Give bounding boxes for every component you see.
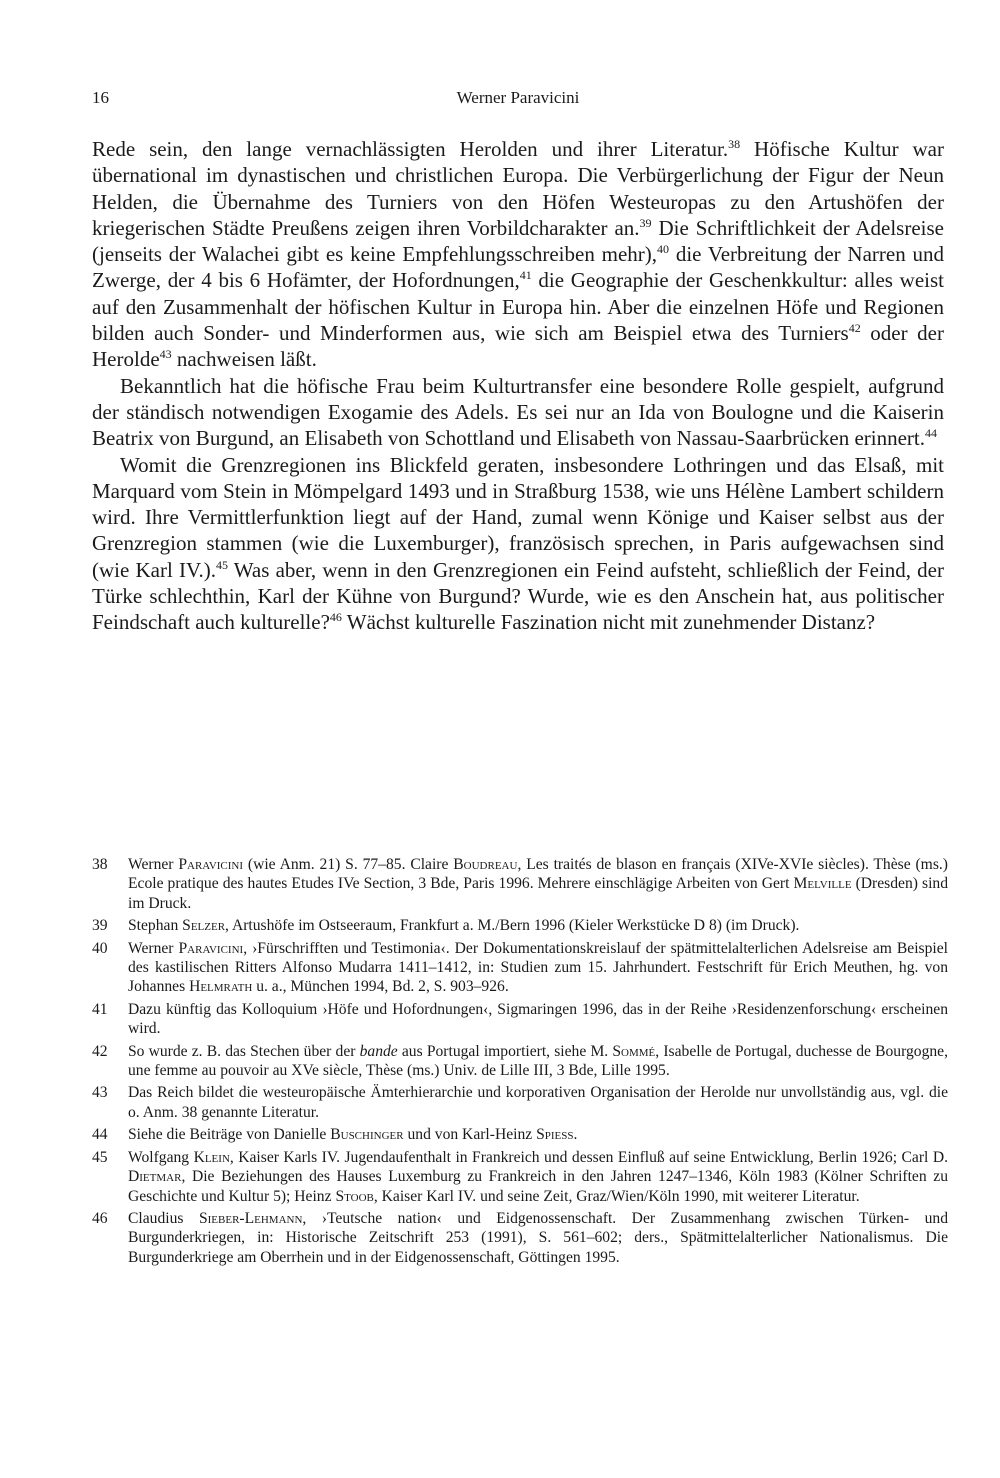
footnote-ref: 38 [728,137,741,151]
text-run: , Kaiser Karls IV. Jugendaufenthalt in Frankreich und dessen Einfluß auf seine Entwicklung, Berlin 1926; Carl D. [229,1148,948,1166]
text-run: die Verbreitung der Narren und Zwerge, der 4 bis 6 Hofämter, der Hofordnungen, [92,242,945,293]
footnote-number: 43 [92,1084,108,1102]
footnote [92,1209,948,1267]
footnote-number: 38 [92,856,108,873]
text-run: Stephan [128,917,183,935]
page-number: 16 [92,88,109,107]
author-name: Stoob [335,1187,374,1205]
footnote-text [128,1042,948,1081]
author-name: Dietmar [128,1168,182,1186]
author-name: Spiess [536,1126,574,1144]
author-name: Klein [193,1148,230,1166]
text-run: aus Portugal importiert, siehe M. [397,1042,613,1060]
footnote-ref: 45 [215,557,228,572]
author-name: Paravicini [178,856,244,873]
footnote [92,939,948,997]
footnote [92,916,948,935]
text-run: Siehe die Beiträge von Danielle [128,1126,331,1144]
author-name: Sieber-Lehmann [198,1209,303,1227]
footnote-ref: 41 [519,268,532,283]
footnote-ref: 40 [657,242,670,257]
text-run: . [573,1126,578,1144]
footnote-text [128,939,948,997]
author-name: Melville [793,875,852,893]
text-run: Was aber, wenn in den Grenzregionen ein Feind aufsteht, schließlich der Feind, der Türke schlechthin, Karl der Kühne von Burgund? Wurde, wie es den Anschein hat, aus politischer Feindschaft auch kulturelle? [92,557,944,635]
footnote-number: 44 [92,1126,108,1144]
text-run: Wolfgang [128,1148,194,1166]
text-run: Womit die Grenzregionen ins Blickfeld geraten, insbesondere Lothringen und das Elsaß, mit Marquard vom Stein in Mömpelgard 1493 und in Straßburg 1538, wie uns Hélène Lambert schildern wird. Ihre Vermittlerfunktion liegt auf der Hand, zumal wenn Könige und Kaiser selbst aus der Grenzregion stammen (wie die Luxemburger), französisch sprechen, in Paris aufgewachsen sind (wie Karl IV.). [92,452,944,582]
text-run: Werner [128,939,179,957]
author-name: Selzer [182,917,226,935]
running-head [92,88,944,118]
footnote-number: 45 [92,1148,108,1166]
text-run: Rede sein, den lange vernachlässigten Herolden und ihrer Literatur. [92,137,729,161]
footnote-ref: 43 [159,347,172,362]
footnote-text [128,855,948,913]
text-run: u. a., München 1994, Bd. 2, S. 903–926. [252,978,509,996]
footnote-text [128,1125,948,1144]
text-run: (Dresden) sind im Druck. [128,875,948,912]
paragraph-3 [92,452,944,636]
main-text [92,136,944,636]
author-name: Sommé [612,1042,656,1060]
paragraph-1 [92,136,944,373]
text-run: , Isabelle de Portugal, duchesse de Bourgogne, une femme au pouvoir au XVe siècle, Thèse (ms.) Univ. de Lille III, 3 Bde, Lille 1995. [128,1042,948,1080]
text-run: , Les traités de blason en français (XIVe-XVIe siècles). Thèse (ms.) Ecole pratique des hautes Etudes IVe Section, 3 Bde, Paris 1996. Mehrere einschlägige Arbeiten von Gert [128,856,948,893]
text-run: (wie Anm. 21) S. 77–85. Claire [243,856,454,873]
text-run: Werner [128,856,179,873]
footnote-number: 46 [92,1209,108,1227]
text-run: Höfische Kultur war übernational im dynastischen und christlichen Europa. Die Verbürgerlichung der Figur der Neun Helden, die Übernahme des Turniers von den Höfen Westeuropas zu den Artushöfen der kriegerischen Städte Preußens zeigen ihren Vorbildcharakter an. [92,137,944,240]
footnote-number: 41 [92,1000,108,1018]
footnote-ref: 42 [848,321,861,336]
text-run: Dazu künftig das Kolloquium ›Höfe und Hofordnungen‹, Sigmaringen 1996, das in der Reihe ›Residenzenforschung‹ erscheinen wird. [128,1000,948,1038]
text-run: Claudius [128,1209,199,1227]
author-name: Buschinger [330,1126,404,1144]
author-name: Paravicini [178,939,244,957]
footnote [92,1148,948,1206]
footnote-ref: 39 [639,215,652,230]
text-run: und von Karl-Heinz [403,1126,537,1144]
footnote [92,855,948,913]
footnote-text [128,1083,948,1122]
footnote [92,1125,948,1144]
italic-term: bande [359,1042,398,1060]
text-run: Bekanntlich hat die höfische Frau beim Kulturtransfer eine besondere Rolle gespielt, aufgrund der ständisch notwendigen Exogamie des Adels. Es sei nur an Ida von Boulogne und die Kaiserin Beatrix von Burgund, an Elisabeth von Schottland und Elisabeth von Nassau-Saarbrücken erinnert. [92,373,944,451]
text-run: Wächst kulturelle Faszination nicht mit zunehmender Distanz? [341,610,876,635]
footnote [92,1042,948,1081]
author-name: Helmrath [189,978,253,996]
footnote-number: 40 [92,939,108,957]
text-run: , Artushöfe im Ostseeraum, Frankfurt a. M./Bern 1996 (Kieler Werkstücke D 8) (im Druck). [225,917,800,935]
text-run: nachweisen läßt. [171,347,317,372]
text-run: , Kaiser Karl IV. und seine Zeit, Graz/Wien/Köln 1990, mit weiterer Literatur. [373,1187,860,1205]
footnote [92,1083,948,1122]
footnote-text [128,1148,948,1206]
footnote-number: 42 [92,1042,108,1060]
text-run: oder der Herolde [92,321,944,372]
footnote-ref: 46 [329,610,342,625]
text-run: Das Reich bildet die westeuropäische Ämterhierarchie und korporativen Organisation der Herolde nur unvollständig aus, vgl. die o. Anm. 38 genannte Literatur. [128,1084,948,1121]
text-run: , ›Teutsche nation‹ und Eidgenossenschaft. Der Zusammenhang zwischen Türken- und Burgunderkriegen, in: Historische Zeitschrift 253 (1991), S. 561–602; ders., Spätmittelalterlicher Nationalismus. Die Burgunderkriege am Oberrhein und in der Eidgenossenschaft, Göttingen 1995. [128,1209,948,1266]
footnote-ref: 44 [925,426,938,441]
text-run: , ›Fürschrifften und Testimonia‹. Der Dokumentationskreislauf der spätmittelalterlichen Adelsreise am Beispiel des kastilischen Ritters Alfonso Mudarra 1411–1412, in: Studien zum 15. Jahrhundert. Festschrift für Erich Meuthen, hg. von Johannes [128,939,948,996]
text-run: die Geographie der Geschenkkultur: alles weist auf den Zusammenhalt der höfischen Kultur in Europa hin. Aber die einzelnen Höfe und Regionen bilden auch Sonder- und Minderformen aus, wie sich am Beispiel etwa des Turniers [92,268,944,346]
text-run: , Die Beziehungen des Hauses Luxemburg zu Frankreich in den Jahren 1247–1346, Köln 1983 (Kölner Schriften zu Geschichte und Kultur 5); Heinz [128,1168,948,1205]
footnotes [92,855,948,1270]
footnote [92,1000,948,1039]
author-name: Boudreau [453,856,518,873]
footnote-text [128,1209,948,1267]
footnote-text [128,1000,948,1039]
paragraph-2 [92,373,944,452]
footnote-number: 39 [92,917,108,935]
text-run: So wurde z. B. das Stechen über der [128,1042,360,1060]
footnote-text [128,916,948,935]
running-head-author: Werner Paravicini [456,88,580,107]
text-run: Die Schriftlichkeit der Adelsreise (jenseits der Walachei gibt es keine Empfehlungsschreiben mehr), [92,215,944,267]
